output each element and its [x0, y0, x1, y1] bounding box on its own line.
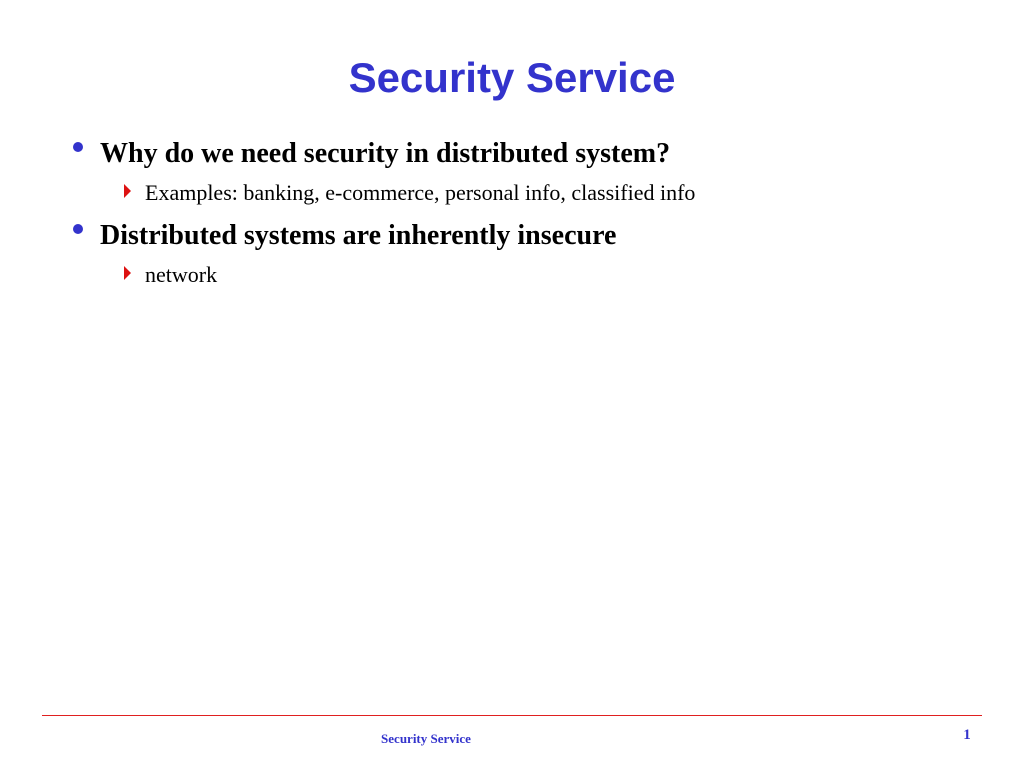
round-bullet-icon [73, 224, 83, 234]
sub-bullet-text: Examples: banking, e-commerce, personal info, classified info [145, 180, 696, 205]
triangle-bullet-icon [124, 184, 131, 198]
slide-title: Security Service [348, 54, 676, 101]
sub-bullet-text: network [145, 262, 218, 287]
bullet-text: Distributed systems are inherently insecure [100, 220, 617, 251]
footer-title: Security Service [381, 731, 471, 746]
bullet-text: Why do we need security in distributed system? [100, 138, 671, 169]
round-bullet-icon [73, 142, 83, 152]
page-number: 1 [963, 727, 971, 743]
footer-divider [42, 715, 982, 716]
triangle-bullet-icon [124, 266, 131, 280]
